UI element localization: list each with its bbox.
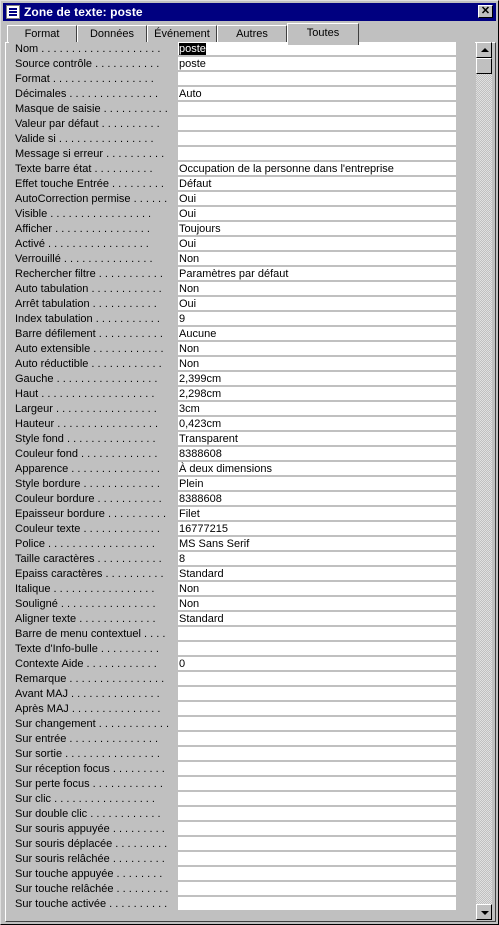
property-value-field[interactable] xyxy=(178,132,456,146)
property-value-field[interactable] xyxy=(178,117,456,131)
property-label: Italique . . . . . . . . . . . . . . . . . xyxy=(15,583,155,595)
property-row[interactable] xyxy=(9,492,475,507)
property-label: Nom . . . . . . . . . . . . . . . . . . . . xyxy=(15,43,161,55)
property-value-field[interactable]: Oui xyxy=(178,207,456,221)
property-value-field[interactable]: Non xyxy=(178,357,456,371)
property-row[interactable] xyxy=(9,402,475,417)
property-label: Epaiss caractères . . . . . . . . . . xyxy=(15,568,164,580)
property-label: Auto tabulation . . . . . . . . . . . . xyxy=(15,283,162,295)
property-value-field[interactable]: Oui xyxy=(178,237,456,251)
tab-donnees[interactable]: Données xyxy=(77,25,147,43)
property-label: Apparence . . . . . . . . . . . . . . . xyxy=(15,463,160,475)
property-row[interactable] xyxy=(9,57,475,72)
property-label: Sur changement . . . . . . . . . . . . xyxy=(15,718,170,730)
property-label: Barre de menu contextuel . . . . xyxy=(15,628,166,640)
property-label: Sur perte focus . . . . . . . . . . . . xyxy=(15,778,163,790)
property-label: Sur souris déplacée . . . . . . . . . xyxy=(15,838,168,850)
property-row[interactable] xyxy=(9,897,475,912)
property-row[interactable] xyxy=(9,477,475,492)
property-value-field[interactable]: Non xyxy=(178,252,456,266)
property-row[interactable] xyxy=(9,72,475,87)
property-value-field[interactable]: Non xyxy=(178,582,456,596)
property-row[interactable] xyxy=(9,567,475,582)
property-row[interactable] xyxy=(9,252,475,267)
property-value-field[interactable] xyxy=(178,717,456,731)
property-label: Sur touche activée . . . . . . . . . . xyxy=(15,898,168,910)
property-value-field[interactable] xyxy=(178,897,456,911)
property-label: Couleur bordure . . . . . . . . . . . xyxy=(15,493,162,505)
property-label: Haut . . . . . . . . . . . . . . . . . . . xyxy=(15,388,155,400)
property-row[interactable] xyxy=(9,612,475,627)
property-row[interactable] xyxy=(9,657,475,672)
property-value-field[interactable]: 0,423cm xyxy=(178,417,456,431)
title-bar[interactable] xyxy=(3,3,496,21)
property-value-field[interactable]: Oui xyxy=(178,297,456,311)
scroll-thumb[interactable] xyxy=(476,58,492,74)
property-label: Contexte Aide . . . . . . . . . . . . xyxy=(15,658,157,670)
property-value-field[interactable]: Filet xyxy=(178,507,456,521)
property-label: Afficher . . . . . . . . . . . . . . . . xyxy=(15,223,150,235)
property-label: Barre défilement . . . . . . . . . . . xyxy=(15,328,163,340)
window-title: Zone de texte: poste xyxy=(24,5,143,19)
property-label: Avant MAJ . . . . . . . . . . . . . . . xyxy=(15,688,160,700)
property-value-field[interactable] xyxy=(178,762,456,776)
property-row[interactable] xyxy=(9,702,475,717)
property-value-field[interactable] xyxy=(178,807,456,821)
property-label: Après MAJ . . . . . . . . . . . . . . . xyxy=(15,703,161,715)
property-label: Verrouillé . . . . . . . . . . . . . . . xyxy=(15,253,153,265)
property-value-field[interactable]: Oui xyxy=(178,192,456,206)
close-icon: ✕ xyxy=(480,5,491,17)
property-label: Valide si . . . . . . . . . . . . . . . . xyxy=(15,133,154,145)
property-row[interactable] xyxy=(9,807,475,822)
property-label: Couleur texte . . . . . . . . . . . . . xyxy=(15,523,160,535)
property-row[interactable] xyxy=(9,417,475,432)
property-value-field[interactable] xyxy=(178,882,456,896)
property-value-field[interactable]: Non xyxy=(178,342,456,356)
property-row[interactable] xyxy=(9,732,475,747)
property-value-field[interactable]: Défaut xyxy=(178,177,456,191)
property-value-field[interactable]: 16777215 xyxy=(178,522,456,536)
property-row[interactable] xyxy=(9,162,475,177)
property-value-field[interactable]: À deux dimensions xyxy=(178,462,456,476)
property-value-field[interactable]: MS Sans Serif xyxy=(178,537,456,551)
property-row[interactable] xyxy=(9,717,475,732)
property-row[interactable] xyxy=(9,102,475,117)
property-value-field[interactable]: 0 xyxy=(178,657,456,671)
property-value-field[interactable] xyxy=(178,72,456,86)
scroll-down-button[interactable] xyxy=(476,904,492,920)
property-row[interactable] xyxy=(9,357,475,372)
property-row[interactable] xyxy=(9,222,475,237)
arrow-up-icon xyxy=(481,48,489,52)
property-label: Texte barre état . . . . . . . . . . xyxy=(15,163,153,175)
property-label: Auto réductible . . . . . . . . . . . . xyxy=(15,358,162,370)
property-row[interactable] xyxy=(9,792,475,807)
property-label: Sur entrée . . . . . . . . . . . . . . . xyxy=(15,733,159,745)
property-row[interactable] xyxy=(9,777,475,792)
property-row[interactable] xyxy=(9,192,475,207)
selected-value-text: poste xyxy=(179,43,206,55)
property-value-field[interactable]: 2,298cm xyxy=(178,387,456,401)
property-label: Index tabulation . . . . . . . . . . . xyxy=(15,313,160,325)
tab-evenement[interactable]: Événement xyxy=(147,25,217,43)
property-label: Souligné . . . . . . . . . . . . . . . . xyxy=(15,598,156,610)
tab-autres[interactable]: Autres xyxy=(217,25,287,43)
property-label: Sur touche appuyée . . . . . . . . xyxy=(15,868,163,880)
property-row[interactable] xyxy=(9,822,475,837)
property-value-field[interactable] xyxy=(178,627,456,641)
property-row[interactable] xyxy=(9,537,475,552)
property-row[interactable] xyxy=(9,762,475,777)
property-row[interactable] xyxy=(9,387,475,402)
property-value-field[interactable]: 9 xyxy=(178,312,456,326)
property-row[interactable] xyxy=(9,432,475,447)
property-row[interactable] xyxy=(9,597,475,612)
property-label: Police . . . . . . . . . . . . . . . . . . xyxy=(15,538,155,550)
property-label: Texte d'Info-bulle . . . . . . . . . . xyxy=(15,643,159,655)
tab-format[interactable]: Format xyxy=(7,25,77,43)
property-row[interactable] xyxy=(9,627,475,642)
property-label: Hauteur . . . . . . . . . . . . . . . . . xyxy=(15,418,159,430)
close-button[interactable] xyxy=(478,5,493,18)
property-row[interactable] xyxy=(9,42,475,57)
property-value-field[interactable] xyxy=(178,687,456,701)
property-row[interactable] xyxy=(9,117,475,132)
property-value-field[interactable] xyxy=(178,822,456,836)
property-label: Remarque . . . . . . . . . . . . . . . . xyxy=(15,673,165,685)
property-row[interactable] xyxy=(9,147,475,162)
property-label: Rechercher filtre . . . . . . . . . . . xyxy=(15,268,163,280)
property-value-field[interactable]: 8388608 xyxy=(178,492,456,506)
property-value-field[interactable]: Auto xyxy=(178,87,456,101)
vertical-scrollbar[interactable] xyxy=(476,42,492,920)
property-value-field[interactable] xyxy=(178,147,456,161)
property-row[interactable] xyxy=(9,582,475,597)
property-label: Style bordure . . . . . . . . . . . . . xyxy=(15,478,160,490)
property-value-field[interactable] xyxy=(178,672,456,686)
tab-strip xyxy=(5,23,495,43)
property-label: Format . . . . . . . . . . . . . . . . . xyxy=(15,73,154,85)
property-label: Sur souris appuyée . . . . . . . . . xyxy=(15,823,165,835)
property-row[interactable] xyxy=(9,282,475,297)
property-row[interactable] xyxy=(9,87,475,102)
property-value-field[interactable]: Aucune xyxy=(178,327,456,341)
property-label: Activé . . . . . . . . . . . . . . . . . xyxy=(15,238,149,250)
property-label: Epaisseur bordure . . . . . . . . . . xyxy=(15,508,167,520)
property-value-field[interactable]: Transparent xyxy=(178,432,456,446)
property-value-field[interactable] xyxy=(178,642,456,656)
property-value-field[interactable] xyxy=(178,852,456,866)
property-row[interactable] xyxy=(9,447,475,462)
property-row[interactable] xyxy=(9,177,475,192)
property-label: Sur souris relâchée . . . . . . . . . xyxy=(15,853,165,865)
property-label: AutoCorrection permise . . . . . . xyxy=(15,193,168,205)
property-value-field[interactable]: Non xyxy=(178,597,456,611)
property-value-field[interactable]: poste xyxy=(178,57,456,71)
property-value-field[interactable] xyxy=(178,102,456,116)
property-row[interactable] xyxy=(9,867,475,882)
property-row[interactable] xyxy=(9,687,475,702)
property-value-field[interactable]: 3cm xyxy=(178,402,456,416)
property-label: Source contrôle . . . . . . . . . . . xyxy=(15,58,160,70)
property-label: Taille caractères . . . . . . . . . . . xyxy=(15,553,162,565)
property-label: Sur double clic . . . . . . . . . . . . xyxy=(15,808,161,820)
property-row[interactable] xyxy=(9,882,475,897)
property-value-field[interactable]: 8388608 xyxy=(178,447,456,461)
property-value-field[interactable]: Standard xyxy=(178,612,456,626)
property-value-field[interactable] xyxy=(178,732,456,746)
property-label: Sur clic . . . . . . . . . . . . . . . . . xyxy=(15,793,155,805)
property-label: Visible . . . . . . . . . . . . . . . . . xyxy=(15,208,152,220)
property-label: Aligner texte . . . . . . . . . . . . . xyxy=(15,613,156,625)
property-row[interactable] xyxy=(9,507,475,522)
property-label: Gauche . . . . . . . . . . . . . . . . . xyxy=(15,373,158,385)
property-row[interactable] xyxy=(9,342,475,357)
property-value-field[interactable] xyxy=(178,747,456,761)
property-grid xyxy=(9,42,475,915)
tab-toutes[interactable]: Toutes xyxy=(287,23,359,45)
property-label: Décimales . . . . . . . . . . . . . . . xyxy=(15,88,159,100)
property-label: Arrêt tabulation . . . . . . . . . . . xyxy=(15,298,157,310)
property-row[interactable] xyxy=(9,297,475,312)
property-label: Sur touche relâchée . . . . . . . . . xyxy=(15,883,169,895)
property-label: Sur sortie . . . . . . . . . . . . . . . . xyxy=(15,748,160,760)
property-label: Masque de saisie . . . . . . . . . . . xyxy=(15,103,168,115)
property-row[interactable] xyxy=(9,747,475,762)
property-label: Largeur . . . . . . . . . . . . . . . . . xyxy=(15,403,157,415)
property-row[interactable] xyxy=(9,267,475,282)
property-label: Message si erreur . . . . . . . . . . xyxy=(15,148,165,160)
property-row[interactable] xyxy=(9,672,475,687)
property-value-field[interactable] xyxy=(178,777,456,791)
property-row[interactable] xyxy=(9,552,475,567)
property-row[interactable] xyxy=(9,642,475,657)
property-row[interactable] xyxy=(9,462,475,477)
property-value-field[interactable]: Toujours xyxy=(178,222,456,236)
property-row[interactable] xyxy=(9,207,475,222)
property-value-field[interactable]: 2,399cm xyxy=(178,372,456,386)
property-row[interactable] xyxy=(9,312,475,327)
property-value-field[interactable]: Occupation de la personne dans l'entreprise xyxy=(178,162,456,176)
property-row[interactable] xyxy=(9,522,475,537)
property-row[interactable] xyxy=(9,327,475,342)
property-row[interactable] xyxy=(9,237,475,252)
property-label: Sur réception focus . . . . . . . . . xyxy=(15,763,165,775)
property-value-field[interactable] xyxy=(178,837,456,851)
property-value-field[interactable]: Standard xyxy=(178,567,456,581)
property-value-field[interactable] xyxy=(178,702,456,716)
property-value-field[interactable] xyxy=(178,867,456,881)
property-label: Valeur par défaut . . . . . . . . . . xyxy=(15,118,160,130)
scroll-up-button[interactable] xyxy=(476,42,492,58)
property-value-field[interactable]: Plein xyxy=(178,477,456,491)
arrow-down-icon xyxy=(481,911,489,915)
property-value-field[interactable]: 8 xyxy=(178,552,456,566)
property-value-field[interactable]: Non xyxy=(178,282,456,296)
property-label: Style fond . . . . . . . . . . . . . . . xyxy=(15,433,156,445)
property-value-field[interactable]: Paramètres par défaut xyxy=(178,267,456,281)
property-label: Couleur fond . . . . . . . . . . . . . xyxy=(15,448,158,460)
property-sheet-icon xyxy=(6,5,20,19)
property-row[interactable] xyxy=(9,852,475,867)
property-label: Effet touche Entrée . . . . . . . . . xyxy=(15,178,164,190)
property-row[interactable] xyxy=(9,132,475,147)
property-row[interactable] xyxy=(9,837,475,852)
property-label: Auto extensible . . . . . . . . . . . . xyxy=(15,343,164,355)
property-row[interactable] xyxy=(9,372,475,387)
property-value-field[interactable] xyxy=(178,792,456,806)
